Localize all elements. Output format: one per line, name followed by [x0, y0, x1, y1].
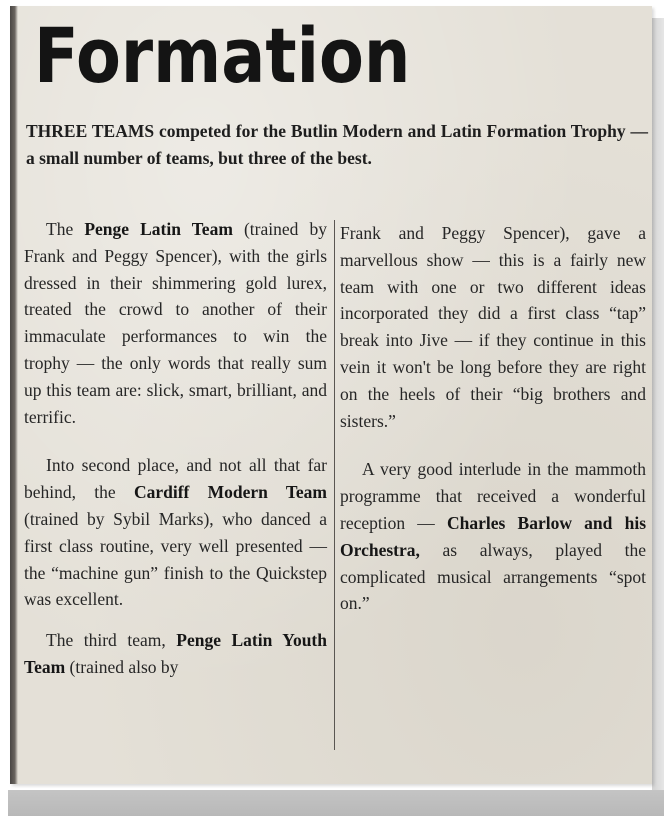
paragraph-youth-continued: Frank and Peggy Spencer), gave a marvellous show — this is a fairly new team with one or two different ideas incorporated they did a first class “tap” break into Jive — if they continue in this vein it won't be long before they are right on the heels of their “big brothers and sisters.”: [340, 223, 646, 431]
paragraph-text: (trained also by: [65, 656, 179, 677]
paragraph-text: A very good interlude in the mammoth programme that received a wonderful reception —: [340, 459, 646, 533]
team-name-penge-latin: Penge Latin Team: [84, 219, 233, 239]
intro-paragraph: [26, 118, 648, 172]
paragraph-text: The: [46, 219, 85, 239]
newspaper-clipping: [10, 6, 652, 784]
article-column-right: [340, 220, 646, 617]
page-shadow-right: [652, 18, 664, 790]
article-column-left: [24, 216, 327, 681]
team-name-penge-youth: Penge Latin Youth Team: [24, 630, 327, 677]
team-name-cardiff-modern: Cardiff Modern Team: [133, 482, 327, 503]
orchestra-name: Charles Barlow and his Orchestra,: [340, 512, 647, 560]
clipping-torn-edge: [10, 6, 18, 784]
paragraph-text: The third team,: [46, 630, 177, 651]
paragraph-penge-latin: [24, 216, 327, 430]
paragraph-text: as always, played the complicated musical arrangements “spot on.”: [340, 539, 646, 614]
intro-rest: competed for the Butlin Modern and Latin Formation Trophy — a small number of teams, but three of the best.: [26, 121, 648, 168]
paragraph-penge-youth: [24, 627, 327, 681]
paragraph-text: (trained by Frank and Peggy Spencer), with the girls dressed in their shimmering gold lurex, treated the crowd to another of their immaculate performances to win the trophy — the only words that really sum up this team are: slick, smart, brilliant, and terrific.: [24, 219, 327, 427]
paragraph-text: (trained by Sybil Marks), who danced a first class routine, very well presented — the “machine gun” finish to the Quickstep was excellent.: [24, 508, 327, 610]
column-divider: [334, 220, 335, 750]
page-shadow-bottom: [8, 790, 664, 816]
paragraph-cardiff-modern: [24, 452, 327, 613]
intro-lead: THREE TEAMS: [26, 121, 155, 141]
paragraph-interlude: [340, 456, 646, 617]
headline: Formation: [34, 11, 411, 100]
paragraph-text: Into second place, and not all that far behind, the: [24, 455, 327, 503]
